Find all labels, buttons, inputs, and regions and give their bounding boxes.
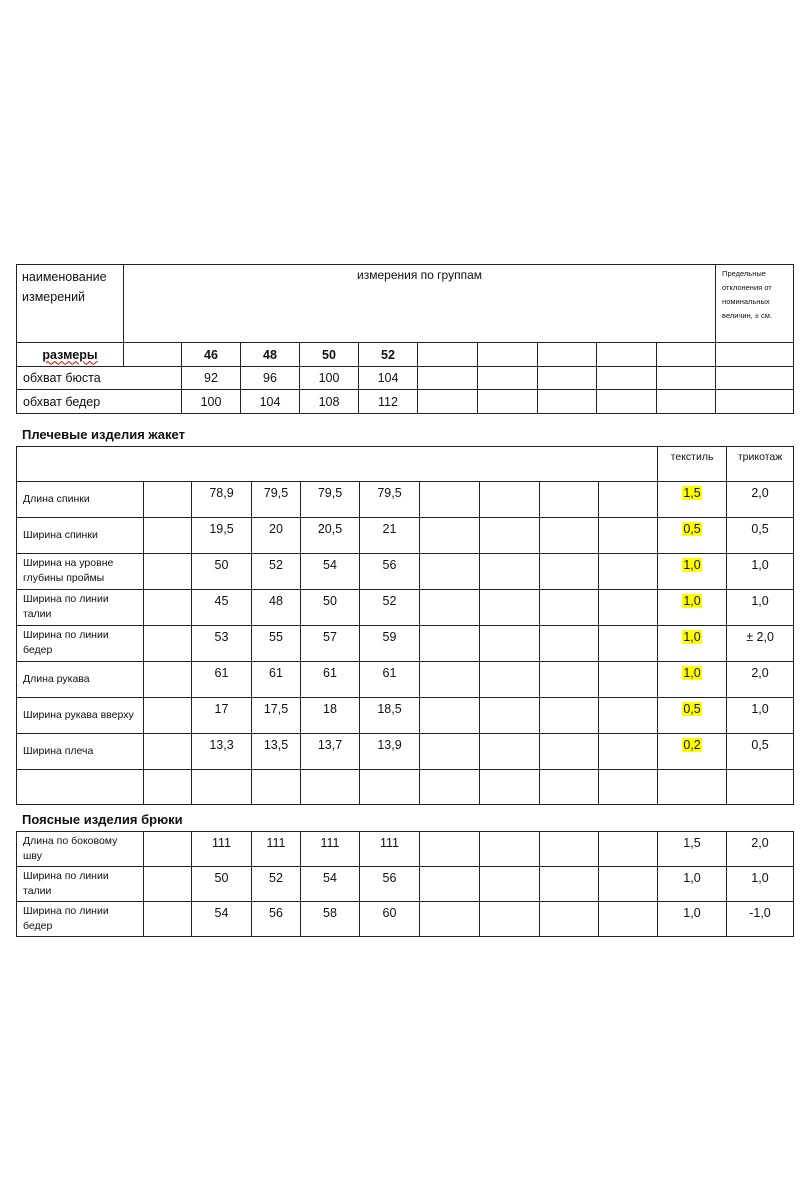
knit-tolerance: 0,5	[727, 518, 794, 554]
knit-tolerance: 0,5	[727, 734, 794, 770]
size-value: 57	[301, 626, 360, 662]
table-row	[17, 867, 794, 902]
knit-tolerance: 1,0	[727, 867, 794, 902]
size-value: 61	[301, 662, 360, 698]
size-value: 18,5	[360, 698, 420, 734]
size-value: 111	[192, 832, 252, 867]
knit-tolerance: ± 2,0	[727, 626, 794, 662]
knit-tolerance: 1,0	[727, 698, 794, 734]
table-row	[17, 662, 794, 698]
textile-tolerance: 1,0	[658, 626, 727, 662]
table-row	[17, 482, 794, 518]
textile-tolerance: 0,5	[658, 698, 727, 734]
textile-tolerance: 1,0	[658, 867, 727, 902]
table-row	[17, 554, 794, 590]
size-value: 111	[301, 832, 360, 867]
table-row	[17, 734, 794, 770]
size-value: 54	[301, 867, 360, 902]
row-label: Ширина спинки	[17, 518, 144, 554]
row-label: Ширина на уровне глубины проймы	[17, 554, 144, 590]
size-46: 46	[182, 343, 241, 367]
row-label: Ширина по линии бедер	[17, 626, 144, 662]
size-value: 79,5	[252, 482, 301, 518]
size-value: 50	[192, 867, 252, 902]
size-value: 61	[192, 662, 252, 698]
size-value: 21	[360, 518, 420, 554]
size-52: 52	[359, 343, 418, 367]
row-label: Длина спинки	[17, 482, 144, 518]
sizes-label: размеры	[17, 343, 124, 367]
size-value: 20,5	[301, 518, 360, 554]
size-50: 50	[300, 343, 359, 367]
row-label: Длина рукава	[17, 662, 144, 698]
size-value: 56	[252, 902, 301, 937]
knit-column-header: трикотаж	[727, 447, 794, 482]
size-value: 17,5	[252, 698, 301, 734]
size-value: 59	[360, 626, 420, 662]
size-summary-table	[16, 264, 794, 414]
jacket-section-title: Плечевые изделия жакет	[22, 427, 185, 442]
group-measurements-header: измерения по группам	[124, 265, 716, 343]
size-value: 13,7	[301, 734, 360, 770]
size-value: 54	[192, 902, 252, 937]
knit-tolerance: 2,0	[727, 832, 794, 867]
size-value: 13,3	[192, 734, 252, 770]
size-value: 78,9	[192, 482, 252, 518]
size-value: 50	[301, 590, 360, 626]
size-value: 45	[192, 590, 252, 626]
table-row	[17, 832, 794, 867]
size-value: 52	[252, 867, 301, 902]
size-value: 50	[192, 554, 252, 590]
row-label: Ширина по линии талии	[17, 867, 144, 902]
sizes-row	[17, 343, 794, 367]
row-label: Ширина плеча	[17, 734, 144, 770]
textile-tolerance: 0,2	[658, 734, 727, 770]
table-row	[17, 626, 794, 662]
size-value: 79,5	[301, 482, 360, 518]
knit-tolerance: 1,0	[727, 590, 794, 626]
size-value: 17	[192, 698, 252, 734]
size-value: 54	[301, 554, 360, 590]
size-value: 53	[192, 626, 252, 662]
jacket-measurements-table	[16, 446, 794, 805]
knit-tolerance: 1,0	[727, 554, 794, 590]
size-value: 58	[301, 902, 360, 937]
size-value: 13,5	[252, 734, 301, 770]
size-value: 111	[252, 832, 301, 867]
size-48: 48	[241, 343, 300, 367]
size-value: 111	[360, 832, 420, 867]
textile-tolerance: 1,5	[658, 832, 727, 867]
row-label: обхват бедер	[17, 390, 182, 414]
row-label: Ширина по линии бедер	[17, 902, 144, 937]
row-label: Ширина по линии талии	[17, 590, 144, 626]
table-row	[17, 590, 794, 626]
row-label: Длина по боковому шву	[17, 832, 144, 867]
trousers-measurements-table	[16, 831, 794, 937]
table-row	[17, 902, 794, 937]
size-value: 79,5	[360, 482, 420, 518]
row-label: обхват бюста	[17, 367, 182, 390]
textile-tolerance: 1,0	[658, 662, 727, 698]
size-value: 61	[252, 662, 301, 698]
size-value: 56	[360, 554, 420, 590]
size-value: 48	[252, 590, 301, 626]
size-value: 20	[252, 518, 301, 554]
textile-tolerance: 1,0	[658, 554, 727, 590]
size-value: 19,5	[192, 518, 252, 554]
knit-tolerance: -1,0	[727, 902, 794, 937]
table-row: обхват бедер 100 104 108 112	[17, 390, 794, 414]
empty-row	[17, 770, 794, 805]
size-value: 60	[360, 902, 420, 937]
size-value: 13,9	[360, 734, 420, 770]
table-row	[17, 518, 794, 554]
measurement-name-header: наименование измерений	[17, 265, 124, 343]
size-value: 18	[301, 698, 360, 734]
knit-tolerance: 2,0	[727, 662, 794, 698]
size-value: 52	[252, 554, 301, 590]
textile-column-header: текстиль	[658, 447, 727, 482]
textile-tolerance: 0,5	[658, 518, 727, 554]
size-value: 55	[252, 626, 301, 662]
tolerance-header: Предельные отклонения от номинальных величин, ± см.	[716, 265, 794, 343]
table-row: обхват бюста 92 96 100 104	[17, 367, 794, 390]
textile-tolerance: 1,5	[658, 482, 727, 518]
size-value: 52	[360, 590, 420, 626]
row-label: Ширина рукава вверху	[17, 698, 144, 734]
size-value: 61	[360, 662, 420, 698]
knit-tolerance: 2,0	[727, 482, 794, 518]
trousers-section-title: Поясные изделия брюки	[22, 812, 183, 827]
textile-tolerance: 1,0	[658, 902, 727, 937]
table-row	[17, 698, 794, 734]
size-value: 56	[360, 867, 420, 902]
textile-tolerance: 1,0	[658, 590, 727, 626]
